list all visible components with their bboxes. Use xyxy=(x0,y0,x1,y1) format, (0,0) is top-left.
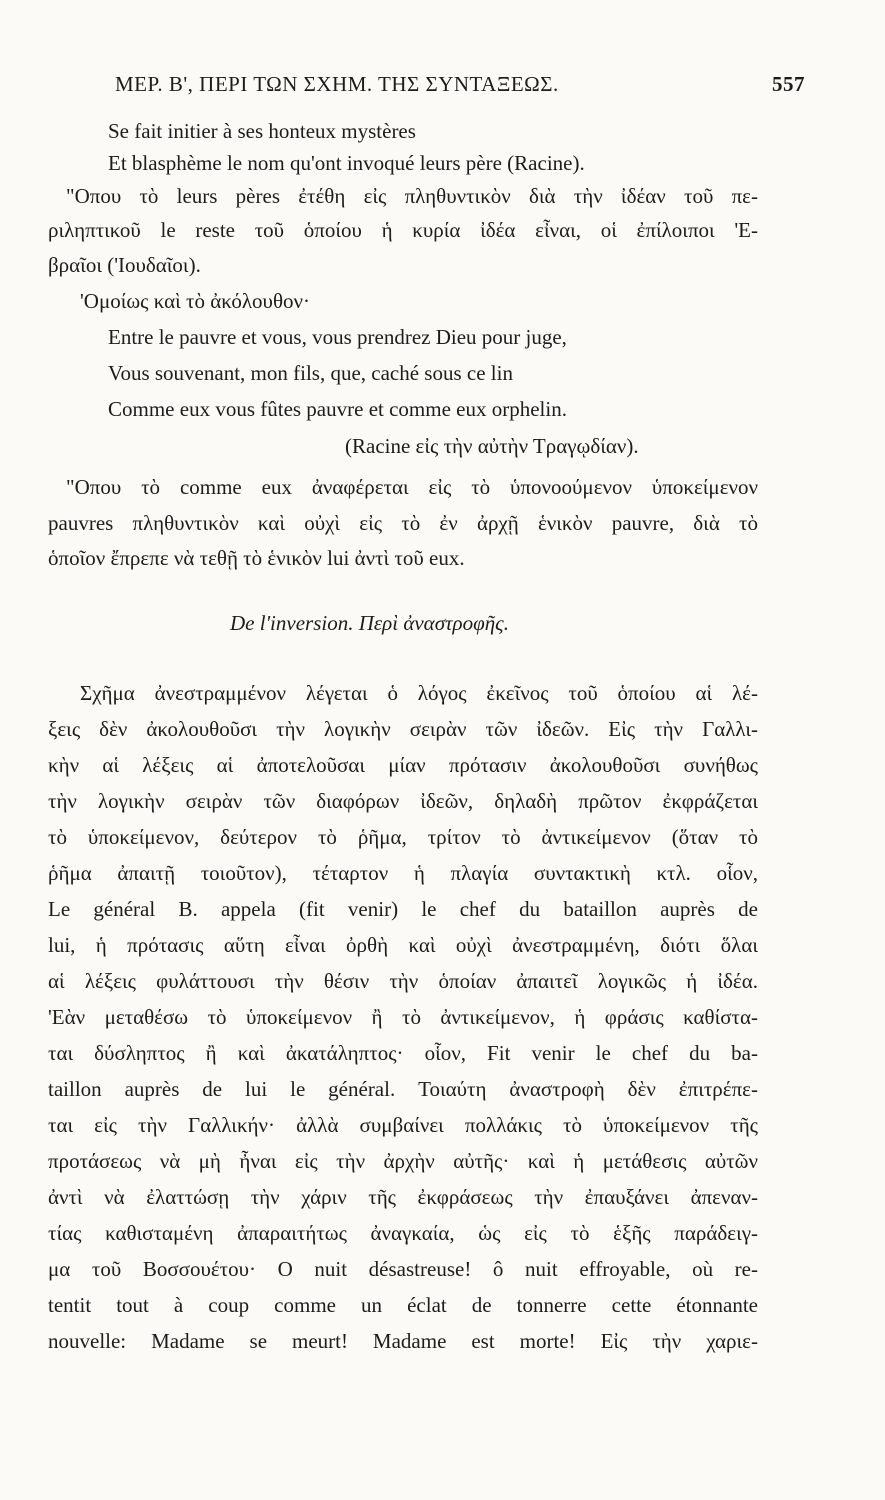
text-line: 'Εὰν μεταθέσω τὸ ὑποκείμενον ἢ τὸ ἀντικείμενον, ἡ φράσις καθίστα- xyxy=(48,1005,758,1029)
text-line: ἀντὶ νὰ ἐλαττώσῃ τὴν χάριν τῆς ἐκφράσεως τὴν ἐπαυξάνει ἀπεναν- xyxy=(48,1185,758,1209)
text-line: tentit tout à coup comme un éclat de tonnerre cette étonnante xyxy=(48,1293,758,1317)
text-line: nouvelle: Madame se meurt! Madame est morte! Εἰς τὴν χαριε- xyxy=(48,1329,758,1353)
text-line: μα τοῦ Βοσσουέτου· O nuit désastreuse! ô nuit effroyable, où re- xyxy=(48,1257,758,1281)
text-line: τὴν λογικὴν σειρὰν τῶν διαφόρων ἰδεῶν, δηλαδὴ πρῶτον ἐκφράζεται xyxy=(48,789,758,813)
citation-line: (Racine εἰς τὴν αὐτὴν Τραγῳδίαν). xyxy=(345,434,639,458)
text-line: βραῖοι ('Ιουδαῖοι). xyxy=(48,253,201,277)
verse-line: Comme eux vous fûtes pauvre et comme eux orphelin. xyxy=(108,397,567,421)
book-page xyxy=(40,0,805,1500)
text-line: "Οπου τὸ leurs pères ἐτέθη εἰς πληθυντικὸν διὰ τὴν ἰδέαν τοῦ πε- xyxy=(66,184,758,208)
verse-line: Vous souvenant, mon fils, que, caché sous ce lin xyxy=(108,361,513,385)
text-line: τὸ ὑποκείμενον, δεύτερον τὸ ῥῆμα, τρίτον τὸ ἀντικείμενον (ὅταν τὸ xyxy=(48,825,758,849)
text-line: ῥῆμα ἀπαιτῇ τοιοῦτον), τέταρτον ἡ πλαγία συντακτικὴ κτλ. οἷον, xyxy=(48,861,758,885)
text-line: αἱ λέξεις φυλάττουσι τὴν θέσιν τὴν ὁποίαν ἀπαιτεῖ λογικῶς ἡ ἰδέα. xyxy=(48,969,758,993)
text-line: τίας καθισταμένη ἀπαραιτήτως ἀναγκαία, ὡς εἰς τὸ ἑξῆς παράδειγ- xyxy=(48,1221,758,1245)
text-line: pauvres πληθυντικὸν καὶ οὐχὶ εἰς τὸ ἐν ἀρχῇ ἑνικὸν pauvre, διὰ τὸ xyxy=(48,511,758,535)
text-line: Le général B. appela (fit venir) le chef du bataillon auprès de xyxy=(48,897,758,921)
text-line: ξεις δὲν ἀκολουθοῦσι τὴν λογικὴν σειρὰν τῶν ἰδεῶν. Εἰς τὴν Γαλλι- xyxy=(48,717,758,741)
verse-line: Et blasphème le nom qu'ont invoqué leurs père (Racine). xyxy=(108,151,585,175)
page-number: 557 xyxy=(772,72,805,96)
running-title: ΜΕΡ. Β', ΠΕΡΙ ΤΩΝ ΣΧΗΜ. ΤΗΣ ΣΥΝΤΑΞΕΩΣ. xyxy=(115,72,559,96)
text-line: Σχῆμα ἀνεστραμμένον λέγεται ὁ λόγος ἐκεῖνος τοῦ ὁποίου αἱ λέ- xyxy=(80,681,758,705)
text-line: 'Ομοίως καὶ τὸ ἀκόλουθον· xyxy=(80,289,310,313)
text-line: ται εἰς τὴν Γαλλικήν· ἀλλὰ συμβαίνει πολλάκις τὸ ὑποκείμενον τῆς xyxy=(48,1113,758,1137)
text-line: ται δύσληπτος ἢ καὶ ἀκατάληπτος· οἷον, Fit venir le chef du ba- xyxy=(48,1041,758,1065)
section-heading: De l'inversion. Περὶ ἀναστροφῆς. xyxy=(230,611,509,635)
text-line: προτάσεως νὰ μὴ ἦναι εἰς τὴν ἀρχὴν αὐτῆς· καὶ ἡ μετάθεσις αὐτῶν xyxy=(48,1149,758,1173)
text-line: ριληπτικοῦ le reste τοῦ ὁποίου ἡ κυρία ἰδέα εἶναι, οἱ ἐπίλοιποι 'Ε- xyxy=(48,218,758,242)
verse-line: Entre le pauvre et vous, vous prendrez Dieu pour juge, xyxy=(108,325,567,349)
text-line: taillon auprès de lui le général. Τοιαύτη ἀναστροφὴ δὲν ἐπιτρέπε- xyxy=(48,1077,758,1101)
text-line: ὁποῖον ἔπρεπε νὰ τεθῇ τὸ ἑνικὸν lui ἀντὶ τοῦ eux. xyxy=(48,546,465,570)
verse-line: Se fait initier à ses honteux mystères xyxy=(108,119,416,143)
text-line: κὴν αἱ λέξεις αἱ ἀποτελοῦσαι μίαν πρότασιν ἀκολουθοῦσι συνήθως xyxy=(48,753,758,777)
text-line: lui, ἡ πρότασις αὕτη εἶναι ὀρθὴ καὶ οὐχὶ ἀνεστραμμένη, διότι ὅλαι xyxy=(48,933,758,957)
text-line: "Οπου τὸ comme eux ἀναφέρεται εἰς τὸ ὑπονοούμενον ὑποκείμενον xyxy=(66,475,758,499)
